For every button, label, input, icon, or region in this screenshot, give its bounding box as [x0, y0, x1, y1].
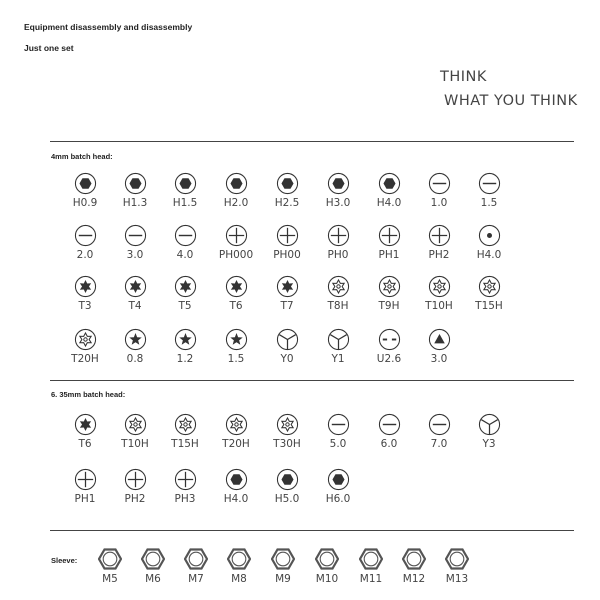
slot-icon: [478, 172, 501, 195]
bit-label: T10H: [121, 438, 149, 450]
star5-icon: [124, 328, 147, 351]
slot-icon: [327, 413, 350, 436]
slot-icon: [174, 224, 197, 247]
bit-label: 4.0: [176, 249, 194, 261]
bit-label: M7: [188, 573, 204, 585]
bit-label: T7: [280, 300, 294, 312]
sleeve-icon: [315, 547, 339, 571]
bit-label: Y1: [331, 353, 345, 365]
hex-icon: [327, 468, 350, 491]
hex-icon: [174, 172, 197, 195]
torx-hole-icon: [124, 413, 147, 436]
bit-4mm-item: [464, 275, 514, 312]
divider-top: [50, 141, 574, 142]
slot-icon: [378, 413, 401, 436]
bit-label: M13: [445, 573, 469, 585]
bit-label: H4.0: [376, 197, 402, 209]
sleeve-icon: [402, 547, 426, 571]
sleeve-item: [258, 547, 308, 585]
hex-icon: [124, 172, 147, 195]
bit-4mm-item: [110, 172, 160, 209]
sleeve-icon: [184, 547, 208, 571]
torx-icon: [276, 275, 299, 298]
torx-hole-icon: [225, 413, 248, 436]
hex-icon: [225, 468, 248, 491]
torx-hole-icon: [74, 328, 97, 351]
bit-label: 1.5: [227, 353, 245, 365]
tri-wing-icon: [276, 328, 299, 351]
phillips-icon: [327, 224, 350, 247]
bit-4mm-item: [414, 172, 464, 209]
bit-4mm-item: [262, 172, 312, 209]
bit-label: T15H: [475, 300, 503, 312]
bit-label: M10: [315, 573, 339, 585]
phillips-icon: [124, 468, 147, 491]
bit-label: T8H: [327, 300, 349, 312]
bit-label: PH0: [327, 249, 349, 261]
bit-635mm-item: [313, 413, 363, 450]
bit-635mm-item: [464, 413, 514, 450]
bit-4mm-item: [464, 172, 514, 209]
bit-label: T20H: [71, 353, 99, 365]
torx-icon: [124, 275, 147, 298]
bit-635mm-item: [211, 468, 261, 505]
bit-635mm-item: [60, 413, 110, 450]
triangle-icon: [428, 328, 451, 351]
bit-label: M8: [231, 573, 247, 585]
bit-4mm-item: [211, 275, 261, 312]
bit-635mm-item: [364, 413, 414, 450]
bit-label: 1.0: [430, 197, 448, 209]
header-title: Equipment disassembly and disassembly: [24, 22, 193, 32]
hex-icon: [74, 172, 97, 195]
bit-label: PH2: [428, 249, 450, 261]
bit-label: T9H: [378, 300, 400, 312]
tri-wing-icon: [478, 413, 501, 436]
torx-icon: [74, 275, 97, 298]
section-635mm-title: 6. 35mm batch head:: [51, 390, 126, 399]
bit-label: H1.3: [122, 197, 148, 209]
bit-label: Y3: [482, 438, 496, 450]
torx-hole-icon: [378, 275, 401, 298]
star5-icon: [225, 328, 248, 351]
bit-4mm-item: [364, 224, 414, 261]
bit-4mm-item: [160, 224, 210, 261]
bit-4mm-item: [110, 275, 160, 312]
hex-icon: [276, 172, 299, 195]
bit-label: Y0: [280, 353, 294, 365]
slot-icon: [74, 224, 97, 247]
bit-label: H4.0: [476, 249, 502, 261]
bit-635mm-item: [313, 468, 363, 505]
bit-635mm-item: [110, 468, 160, 505]
bit-label: T5: [178, 300, 192, 312]
bit-4mm-item: [414, 275, 464, 312]
hex-icon: [378, 172, 401, 195]
bit-label: T15H: [171, 438, 199, 450]
bit-4mm-item: [364, 328, 414, 365]
sleeve-item: [302, 547, 352, 585]
bit-label: U2.6: [376, 353, 402, 365]
bit-4mm-item: [313, 328, 363, 365]
divider-middle: [50, 380, 574, 381]
bit-label: H2.5: [274, 197, 300, 209]
star5-icon: [174, 328, 197, 351]
bit-label: 3.0: [126, 249, 144, 261]
bit-label: H5.0: [274, 493, 300, 505]
dot-icon: [478, 224, 501, 247]
bit-label: PH1: [74, 493, 96, 505]
bit-label: 1.5: [480, 197, 498, 209]
torx-hole-icon: [428, 275, 451, 298]
slot-icon: [428, 172, 451, 195]
bit-label: T3: [78, 300, 92, 312]
sleeve-icon: [271, 547, 295, 571]
phillips-icon: [378, 224, 401, 247]
sleeve-icon: [359, 547, 383, 571]
bit-4mm-item: [313, 224, 363, 261]
bit-label: 6.0: [380, 438, 398, 450]
bit-label: 0.8: [126, 353, 144, 365]
slogan-what-you-think: WHAT YOU THINK: [444, 93, 578, 109]
bit-label: H6.0: [325, 493, 351, 505]
sleeve-item: [432, 547, 482, 585]
hex-icon: [276, 468, 299, 491]
bit-4mm-item: [262, 224, 312, 261]
torx-hole-icon: [327, 275, 350, 298]
slogan-think: THINK: [440, 69, 487, 85]
bit-label: T30H: [273, 438, 301, 450]
sleeve-icon: [227, 547, 251, 571]
bit-label: PH3: [174, 493, 196, 505]
bit-label: H1.5: [172, 197, 198, 209]
bit-635mm-item: [110, 413, 160, 450]
torx-icon: [74, 413, 97, 436]
section-4mm-title: 4mm batch head:: [51, 152, 113, 161]
bit-4mm-item: [262, 328, 312, 365]
bit-635mm-item: [211, 413, 261, 450]
bit-4mm-item: [60, 224, 110, 261]
phillips-icon: [74, 468, 97, 491]
u-bit-icon: [378, 328, 401, 351]
bit-4mm-item: [110, 224, 160, 261]
bit-label: M5: [102, 573, 118, 585]
torx-hole-icon: [478, 275, 501, 298]
bit-label: T20H: [222, 438, 250, 450]
bit-label: H3.0: [325, 197, 351, 209]
torx-icon: [225, 275, 248, 298]
bit-label: H2.0: [223, 197, 249, 209]
sleeve-item: [214, 547, 264, 585]
bit-4mm-item: [364, 275, 414, 312]
bit-4mm-item: [313, 172, 363, 209]
bit-label: 1.2: [176, 353, 194, 365]
hex-icon: [327, 172, 350, 195]
bit-4mm-item: [211, 328, 261, 365]
phillips-icon: [174, 468, 197, 491]
bit-4mm-item: [160, 275, 210, 312]
sleeve-icon: [445, 547, 469, 571]
sleeve-icon: [98, 547, 122, 571]
bit-label: T4: [128, 300, 142, 312]
bit-635mm-item: [414, 413, 464, 450]
bit-label: 2.0: [76, 249, 94, 261]
bit-label: T6: [78, 438, 92, 450]
bit-label: H4.0: [223, 493, 249, 505]
bit-label: 3.0: [430, 353, 448, 365]
sleeve-title: Sleeve:: [51, 556, 78, 565]
phillips-icon: [225, 224, 248, 247]
bit-4mm-item: [110, 328, 160, 365]
phillips-icon: [428, 224, 451, 247]
bit-label: M11: [359, 573, 383, 585]
slot-icon: [124, 224, 147, 247]
torx-hole-icon: [174, 413, 197, 436]
header-subtitle: Just one set: [24, 43, 74, 53]
bit-label: 5.0: [329, 438, 347, 450]
slot-icon: [428, 413, 451, 436]
hex-icon: [225, 172, 248, 195]
bit-label: 7.0: [430, 438, 448, 450]
bit-4mm-item: [60, 275, 110, 312]
divider-bottom: [50, 530, 574, 531]
bit-label: H0.9: [72, 197, 98, 209]
bit-4mm-item: [262, 275, 312, 312]
bit-635mm-item: [262, 468, 312, 505]
bit-4mm-item: [211, 224, 261, 261]
bit-4mm-item: [60, 328, 110, 365]
bit-label: M12: [402, 573, 426, 585]
bit-635mm-item: [60, 468, 110, 505]
bit-4mm-item: [160, 328, 210, 365]
bit-label: PH000: [218, 249, 254, 261]
bit-label: T10H: [425, 300, 453, 312]
torx-hole-icon: [276, 413, 299, 436]
bit-label: PH00: [273, 249, 301, 261]
bit-label: T6: [229, 300, 243, 312]
bit-635mm-item: [262, 413, 312, 450]
bit-label: PH1: [378, 249, 400, 261]
bit-4mm-item: [160, 172, 210, 209]
bit-4mm-item: [364, 172, 414, 209]
bit-4mm-item: [313, 275, 363, 312]
bit-635mm-item: [160, 413, 210, 450]
torx-icon: [174, 275, 197, 298]
bit-635mm-item: [160, 468, 210, 505]
bit-label: PH2: [124, 493, 146, 505]
bit-4mm-item: [211, 172, 261, 209]
tri-wing-icon: [327, 328, 350, 351]
bit-4mm-item: [464, 224, 514, 261]
sleeve-icon: [141, 547, 165, 571]
bit-label: M6: [145, 573, 161, 585]
bit-4mm-item: [414, 224, 464, 261]
bit-4mm-item: [414, 328, 464, 365]
bit-4mm-item: [60, 172, 110, 209]
bit-label: M9: [275, 573, 291, 585]
phillips-icon: [276, 224, 299, 247]
